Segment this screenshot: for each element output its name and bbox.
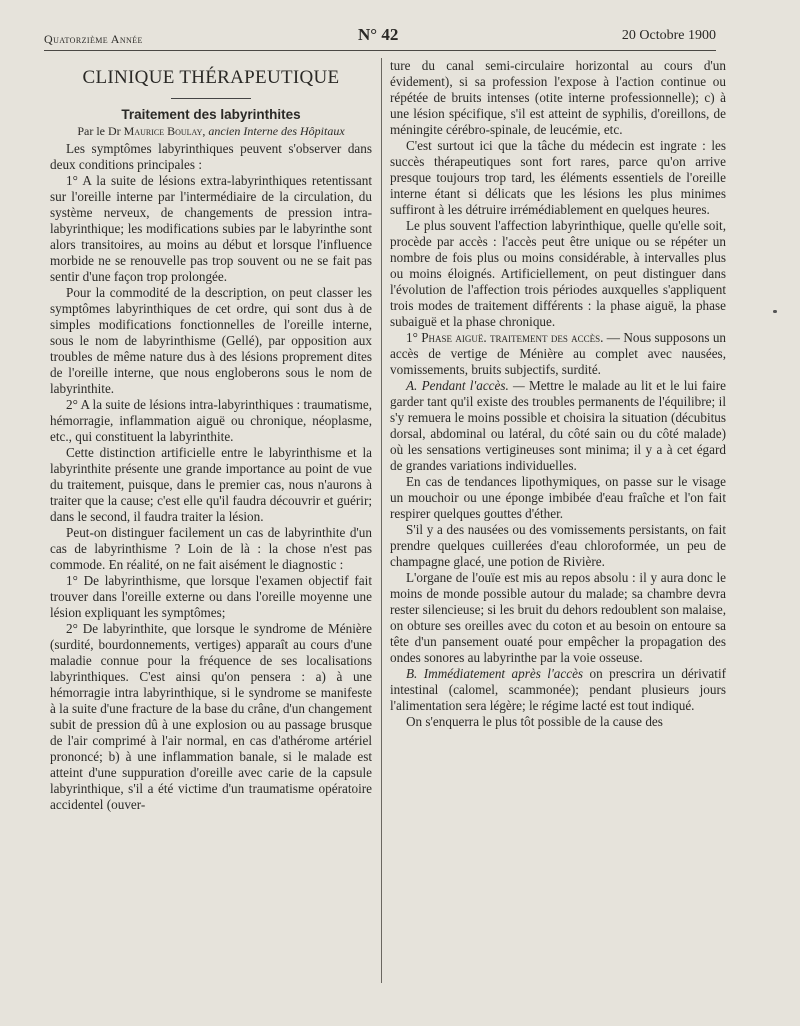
byline [50, 123, 372, 139]
subsection-lead: B. Immédiatement après l'accès [406, 666, 584, 681]
paragraph: ture du canal semi-circulaire horizontal au cours d'un évidement), si sa profession l'expose à l'action continue ou répétée de bruits intenses (otite interne professionnelle); c) à une lésion spécifique, s'il est atteint de syphilis, d'oreillons, de méningite cérébro-spinale, de leucémie, etc. [390, 58, 726, 137]
paragraph: Le plus souvent l'affection labyrinthique, quelle qu'elle soit, procède par accès : l'accès peut être unique ou se répéter un nombre de fois plus ou moins considérable, à intervalles plus ou moins éloignés. Artificiellement, on peut distinguer dans l'évolution de l'affection trois périodes auxquelles s'appliquent trois modes de traitement différents : la phase aiguë, la phase subaiguë et la phase chronique. [390, 218, 726, 329]
issue-date: 20 Octobre 1900 [621, 28, 716, 43]
paragraph: Peut-on distinguer facilement un cas de labyrinthite d'un cas de labyrinthisme ? Loin de là : la chose n'est pas commode. En réalité, on ne fait aisément le diagnostic : [50, 525, 372, 572]
byline-prefix: Par le Dr [77, 124, 121, 138]
page-header [44, 22, 716, 51]
paragraph-body: on prescrira un dérivatif intestinal (calomel, scammonée); pendant plusieurs jours l'alimentation sera légère; le régime lacté est tout indiqué. [390, 666, 727, 713]
right-column [390, 58, 726, 730]
paragraph: 2° A la suite de lésions intra-labyrinthiques : traumatisme, hémorragie, inflammation aiguë ou chronique, néoplasme, etc., qui constituent la labyrinthite. [50, 397, 372, 444]
author-role: ancien Interne des Hôpitaux [208, 124, 345, 138]
margin-mark [773, 310, 777, 313]
subsection-lead: A. Pendant l'accès. — [406, 378, 525, 393]
title-rule [171, 98, 251, 99]
paragraph-body: Nous supposons un accès de vertige de Ménière au complet avec nausées, vomissements, bruits subjectifs, surdité. [390, 330, 727, 377]
paragraph: 1° De labyrinthisme, que lorsque l'examen objectif fait trouver dans l'oreille externe ou dans l'oreille moyenne une lésion expliquant les symptômes; [50, 573, 372, 620]
volume-label: Quatorzième Année [44, 32, 143, 46]
paragraph: Cette distinction artificielle entre le labyrinthisme et la labyrinthite présente une grande importance au point de vue du traitement, puisque, dans le premier cas, nous n'aurons à traiter que la cause; c'est elle qu'il faudra découvrir et guérir; dans le second, il faudra traiter la lésion. [50, 445, 372, 524]
paragraph: Les symptômes labyrinthiques peuvent s'observer dans deux conditions principales : [50, 141, 372, 172]
paragraph: 1° A la suite de lésions extra-labyrinthiques retentissant sur l'oreille interne par l'intermédiaire de la circulation, du système nerveux, de changements de pression intra-labyrinthique; les modifications subies par le labyrinthe sont alors transitoires, au moins au début et lorsque l'influence morbide ne se renouvelle pas trop souvent ou ne se fait pas sentir d'une façon trop prolongée. [50, 173, 372, 284]
paragraph [390, 666, 726, 714]
issue-number: N° 42 [358, 25, 399, 44]
phase-heading: 1° Phase aiguë. traitement des accès. — [406, 330, 620, 345]
section-title: CLINIQUE THÉRAPEUTIQUE [82, 67, 340, 88]
left-column [50, 58, 372, 813]
paragraph-body: Mettre le malade au lit et le lui faire garder tant qu'il existe des troubles permanents de l'équilibre; il s'y remuera le moins possible et choisira la situation (décubitus dorsal, abdominal ou latéral, du côté sain ou du côté malade) où les sensations vertigineuses sont minima; il y a à cet égard de grandes variations individuelles. [390, 378, 727, 473]
author-name: Maurice Boulay, [123, 124, 206, 138]
paragraph [390, 330, 726, 378]
column-divider [381, 58, 382, 983]
article-title: Traitement des labyrinthites [121, 107, 301, 122]
paragraph: 2° De labyrinthite, que lorsque le syndrome de Ménière (surdité, bourdonnements, vertiges) apparaît au cours d'une maladie connue pour la fréquence de ses localisations labyrinthiques. C'est ainsi qu'on pensera : a) à une hémorragie intra labyrinthique, si le syndrome se manifeste à la suite d'une fracture de la base du crâne, d'un changement subit de pression dû à une explosion ou au passage brusque de l'air comprimé à l'air normal, en cas d'athérome artériel prononcé; b) à une inflammation banale, si le malade est atteint d'une suppuration d'oreille avec carie de la capsule labyrinthique, s'il a été victime d'un traumatisme opératoire accidentel (ouver- [50, 621, 372, 812]
paragraph: Pour la commodité de la description, on peut classer les symptômes labyrinthiques de cet ordre, qui sont dus à de simples modifications fonctionnelles de l'oreille interne, sous le nom de labyrinthisme (Gellé), par opposition aux troubles de même nature dus à des lésions proprement dites de l'oreille interne, que nous engloberons sous le nom de labyrinthite. [50, 285, 372, 396]
paragraph [390, 378, 726, 474]
paragraph: C'est surtout ici que la tâche du médecin est ingrate : les succès thérapeutiques sont fort rares, parce qu'on arrive presque toujours trop tard, les éléments essentiels de l'oreille interne étant si délicats que les lésions les plus minimes suffiront à les détruire irrémédiablement en quelques heures. [390, 138, 726, 217]
paragraph: L'organe de l'ouïe est mis au repos absolu : il y aura donc le moins de monde possible autour du malade; sa chambre devra rester silencieuse; si les bruit du dehors redoublent son malaise, on obture ses oreilles avec du coton et au besoin on entoure sa tête d'un pansement ouaté pour empêcher la propagation des ondes sonores au labyrinthe par la voie osseuse. [390, 570, 726, 665]
paragraph: S'il y a des nausées ou des vomissements persistants, on fait prendre quelques cuillerées d'eau chloroformée, un peu de champagne glacé, une potion de Rivière. [390, 522, 726, 569]
paragraph: On s'enquerra le plus tôt possible de la cause des [406, 714, 663, 729]
paragraph: En cas de tendances lipothymiques, on passe sur le visage un mouchoir ou une éponge imbibée d'eau fraîche et l'on fait respirer quelques gouttes d'éther. [390, 474, 726, 521]
